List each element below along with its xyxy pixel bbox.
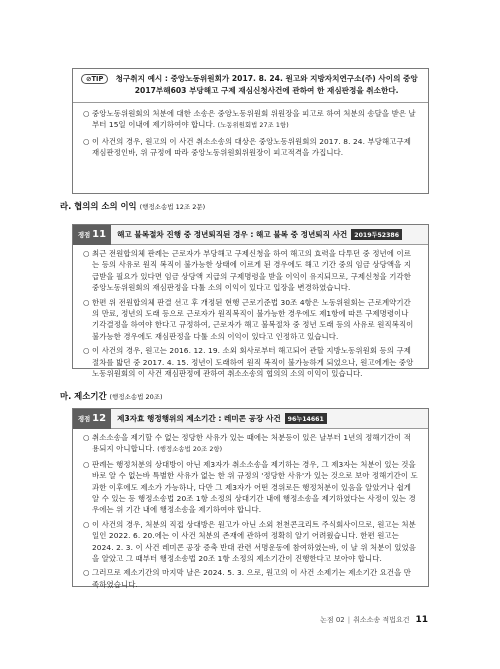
bullet-mark: ○ [83,136,90,146]
tip-paragraph [73,136,428,159]
section-law-ref: (행정소송법 20조) [109,393,163,401]
issue-title: 해고 불복절차 진행 중 정년퇴직된 경우 : 해고 불복 중 정년퇴직 사건 [117,230,348,239]
tip-box [72,68,429,194]
section-heading [60,390,163,402]
tip-header [73,69,428,103]
section-title: 마. 제소기간 [60,391,107,401]
page-number: 11 [415,615,428,625]
law-citation: (노동위원회법 27조 1항) [217,122,289,130]
case-number-badge: 2019두52386 [351,229,402,240]
issue-paragraph [73,567,428,590]
case-number-badge: 96누14661 [285,413,327,424]
section-title: 라. 협의의 소의 이익 [60,201,137,211]
bullet-mark: ○ [83,568,90,578]
bullet-mark: ○ [83,519,90,529]
paragraph-text: 취소소송을 제기할 수 없는 정당한 사유가 있는 때에는 처분등이 있은 날부터 1년의 정해기간이 적용되지 아니합니다. [92,433,411,454]
issue-paragraph [73,297,428,343]
footer-chapter: 논점 02 [320,616,345,624]
issue-title: 제3자효 행정행위의 제소기간 : 레미콘 공장 사건 [117,414,281,423]
section-heading [60,200,205,212]
bullet-mark: ○ [83,109,90,118]
tip-badge: ⊘TIP [81,74,108,84]
issue-header [73,409,428,429]
issue-header [73,225,428,245]
issue-label: 쟁점 [78,416,91,423]
footer-separator: | [347,616,351,624]
paragraph-text: 그러므로 제소기간의 마지막 날은 2024. 5. 3. 으로, 원고의 이 사건 소제기는 제소기간 요건을 만족하였습니다. [92,568,412,589]
paragraph-text: 이 사건의 경우, 원고는 2016. 12. 19. 소외 회사로부터 해고되어 관할 지방노동위원회 등의 구제절차를 밟던 중 2017. 4. 15. 정년이 도래하여 원직 복직이 불가능하게 되었으나, 원고에게는 중앙노동위원회의 이 사건 재심판정에 관하여 취소소송의 협의의 소의 이익이 있습니다. [92,346,414,379]
law-citation: (행정소송법 20조 2항) [157,446,223,454]
issue-box-11 [72,224,429,379]
issue-number: 11 [92,229,107,240]
tip-paragraph [73,108,428,132]
paragraph-text: 판례는 행정처분의 상대방이 아닌 제3자가 취소소송을 제기하는 경우, 그 제3자는 처분이 있는 것을 바로 알 수 없는바 특별한 사유가 없는 한 위 규정의 '정당한 사유'가 있는 것으로 보아 정해기간이 도과한 이후에도 제소가 가능하나, 다만 그 제3자가 어떤 경위로든 행정처분이 있음을 알았거나 쉽게 알 수 있는 등 행정소송법 20조 1항 소정의 상대기간 내에 행정소송을 제기하였다는 사정이 있는 경우에는 위 기간 내에 행정소송을 제기하여야 합니다. [92,459,418,515]
issue-tag [73,225,111,245]
paragraph-text: 이 사건의 경우, 처분의 직접 상대방은 원고가 아닌 소외 천천콘크리트 주식회사이므로, 원고는 처분일인 2022. 6. 20.에는 이 사건 처분의 존재에 관하여 정확히 알기 어려웠습니다. 한편 원고는 2024. 2. 3. 이 사건 레미콘 공장 증축 반대 관련 서명운동에 참여하였는바, 이 날 위 처분이 있었음을 알았고 그 때부터 행정소송법 20조 1항 소정의 제소기간이 진행한다고 보아야 합니다. [92,519,416,564]
page-footer [320,615,428,625]
issue-label: 쟁점 [78,232,91,239]
issue-paragraph [73,459,428,516]
paragraph-text: 이 사건의 경우, 원고의 이 사건 취소소송의 대상은 중앙노동위원회의 2017. 8. 24. 부당해고구제 재심판정인바, 위 규정에 따라 중앙노동위원회위원장이 피고적격을 가집니다. [92,136,411,158]
tip-claim-example: 청구취지 예시 : 중앙노동위원회가 2017. 8. 24. 원고와 지방자치연구소(주) 사이의 중앙2017부해603 부당해고 구제 재심신청사건에 관하여 한 재심판정을 취소한다. [115,74,418,95]
paragraph-text: 최근 전원합의체 판례는 근로자가 부당해고 구제신청을 하여 해고의 효력을 다투던 중 정년에 이르는 등의 사유로 원직 복직이 불가능한 상태에 이르게 된 경우에도 해고 기간 중의 임금 상당액을 지급받을 필요가 있다면 임금 상당액 지급의 구제명령을 받을 이익이 유지되므로, 구제신청을 기각한 중앙노동위원회의 재심판정을 다툴 소의 이익이 있다고 입장을 변경하였습니다. [92,249,412,293]
issue-paragraph [73,345,428,379]
bullet-mark: ○ [83,433,90,442]
bullet-mark: ○ [83,297,90,307]
issue-tag [73,409,111,429]
issue-number: 12 [92,413,107,424]
paragraph-text: 중앙노동위원회의 처분에 대한 소송은 중앙노동위원회 위원장을 피고로 하여 처분의 송달을 받은 날부터 15일 이내에 제기하여야 합니다. [92,109,416,130]
footer-topic: 취소소송 적법요건 [353,616,410,624]
issue-paragraph [73,432,428,456]
bullet-mark: ○ [83,346,90,356]
issue-paragraph [73,248,428,294]
bullet-mark: ○ [83,459,90,469]
issue-paragraph [73,519,428,565]
issue-box-12 [72,408,429,587]
section-law-ref: (행정소송법 12조 2문) [139,203,206,211]
paragraph-text: 한편 위 전원합의체 판결 선고 후 개정된 현행 근로기준법 30조 4항은 노동위원회는 근로계약기간의 만료, 정년의 도래 등으로 근로자가 원직복직이 불가능한 경우에도 제1항에 따른 구제명령이나 기각결정을 하여야 한다고 규정하여, 근로자가 해고 불복절차 중 정년 도래 등의 사유로 원직복직이 불가능한 경우에도 재심판정을 다툴 소의 이익이 있다고 인정하고 있습니다. [92,297,414,341]
bullet-mark: ○ [83,249,90,258]
